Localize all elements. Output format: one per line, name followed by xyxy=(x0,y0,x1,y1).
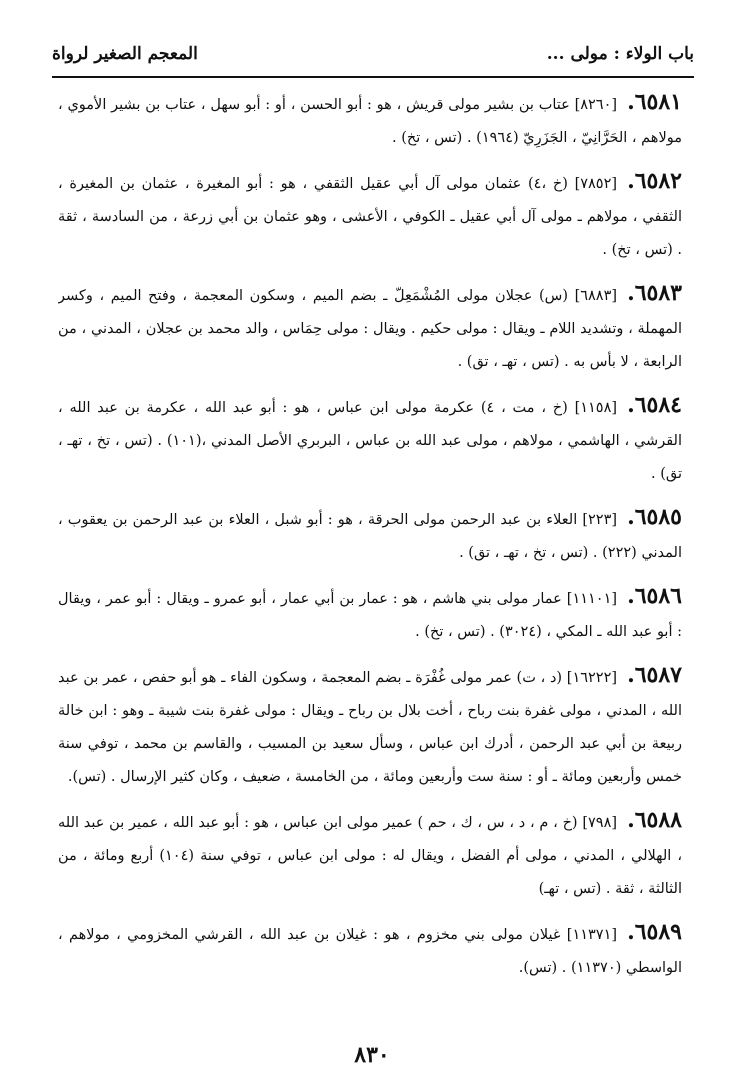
page-header xyxy=(52,40,694,78)
entry-6587 xyxy=(58,659,682,794)
entry-6581 xyxy=(58,86,682,155)
entry-text: [١١٣٧١] غيلان مولى بني مخزوم ، هو : غيلان بن عبد الله ، القرشي المخزومي ، مولاهم ، الواسطي (١١٣٧٠) . (تس). xyxy=(58,927,682,976)
entry-text: [٨٢٦٠] عتاب بن بشير مولى قريش ، هو : أبو الحسن ، أو : أبو سهل ، عتاب بن بشير الأموي ، مولاهم ، الحَرَّانِيّ ، الجَزَرِيّ (١٩٦٤) . (تس ، تخ) . xyxy=(58,97,682,146)
book-title: المعجم الصغير لرواة xyxy=(52,44,198,64)
entry-text: [١١١٠١] عمار مولى بني هاشم ، هو : عمار بن أبي عمار ، أبو عمرو ـ ويقال : أبو عمر ، ويقال : أبو عبد الله ـ المكي ، (٣٠٢٤) . (تس ، تخ) . xyxy=(58,591,682,640)
entry-text: [٧٨٥٢] (خ ،٤) عثمان مولى آل أبي عقيل الثقفي ، هو : أبو المغيرة ، عثمان بن المغيرة ، الثقفي ، مولاهم ـ مولى آل أبي عقيل ـ الكوفي ، الأعشى ، وهو عثمان بن أبي زرعة ، من السادسة ، ثقة . (تس ، تخ) . xyxy=(58,176,682,258)
entry-text: [٧٩٨] (خ ، م ، د ، س ، ك ، حم ) عمير مولى ابن عباس ، هو : أبو عبد الله ، عمير بن عبد الله ، الهلالي ، المدني ، مولى أم الفضل ، ويقال له : مولى ابن عباس ، توفي سنة (١٠٤) أربع ومائة ، من الثالثة ، ثقة . (تس ، تهـ) xyxy=(58,815,682,897)
entry-number: ٦٥٨٩. xyxy=(627,919,682,945)
page-number: ٨٣٠ xyxy=(354,1042,390,1068)
entry-number: ٦٥٨٨. xyxy=(627,807,682,833)
entries-list xyxy=(58,86,682,1026)
entry-6582 xyxy=(58,165,682,267)
entry-number: ٦٥٨٧. xyxy=(627,662,682,688)
entry-text: [٢٢٣] العلاء بن عبد الرحمن مولى الحرقة ، هو : أبو شبل ، العلاء بن عبد الرحمن بن يعقوب ، المدني (٢٢٢) . (تس ، تخ ، تهـ ، تق) . xyxy=(58,512,682,561)
entry-number: ٦٥٨٥. xyxy=(627,504,682,530)
entry-number: ٦٥٨٢. xyxy=(627,168,682,194)
entry-text: [٦٨٨٣] (س) عجلان مولى المُشْمَعِلّ ـ بضم الميم ، وسكون المعجمة ، وفتح الميم ، وكسر المهملة ، وتشديد اللام ـ ويقال : مولى حكيم . ويقال : مولى حِمَاس ، والد محمد بن عجلان ، المدني ، من الرابعة ، لا بأس به . (تس ، تهـ ، تق) . xyxy=(58,288,682,370)
entry-text: [١٦٢٢٢] (د ، ت) عمر مولى غُفْرَة ـ بضم المعجمة ، وسكون الفاء ـ هو أبو حفص ، عمر بن عبد الله ، المدني ، مولى غفرة بنت رباح ، أخت بلال بن رباح ـ ويقال : مولى غفرة بنت شيبة ـ وهو : ابن خالة ربيعة بن أبي عبد الرحمن ، أدرك ابن عباس ، وسأل سعيد بن المسيب ، والقاسم بن محمد ، توفي سنة خمس وأربعين ومائة ـ أو : سنة ست وأربعين ومائة ، من الخامسة ، ضعيف ، وكان كثير الإرسال . (تس). xyxy=(58,670,682,785)
entry-6589 xyxy=(58,916,682,985)
entry-text: [١١٥٨] (خ ، مت ، ٤) عكرمة مولى ابن عباس ، هو : أبو عبد الله ، عكرمة بن عبد الله ، القرشي ، الهاشمي ، مولاهم ، مولى عبد الله بن عباس ، البربري الأصل المدني ،(١٠١) . (تس ، تخ ، تهـ ، تق) . xyxy=(58,400,682,482)
entry-6586 xyxy=(58,580,682,649)
entry-6588 xyxy=(58,804,682,906)
entry-number: ٦٥٨٦. xyxy=(627,583,682,609)
entry-number: ٦٥٨٣. xyxy=(627,280,682,306)
entry-number: ٦٥٨١. xyxy=(627,89,682,115)
entry-6585 xyxy=(58,501,682,570)
entry-number: ٦٥٨٤. xyxy=(627,392,682,418)
entry-6583 xyxy=(58,277,682,379)
chapter-title: باب الولاء : مولى ... xyxy=(546,44,694,64)
entry-6584 xyxy=(58,389,682,491)
